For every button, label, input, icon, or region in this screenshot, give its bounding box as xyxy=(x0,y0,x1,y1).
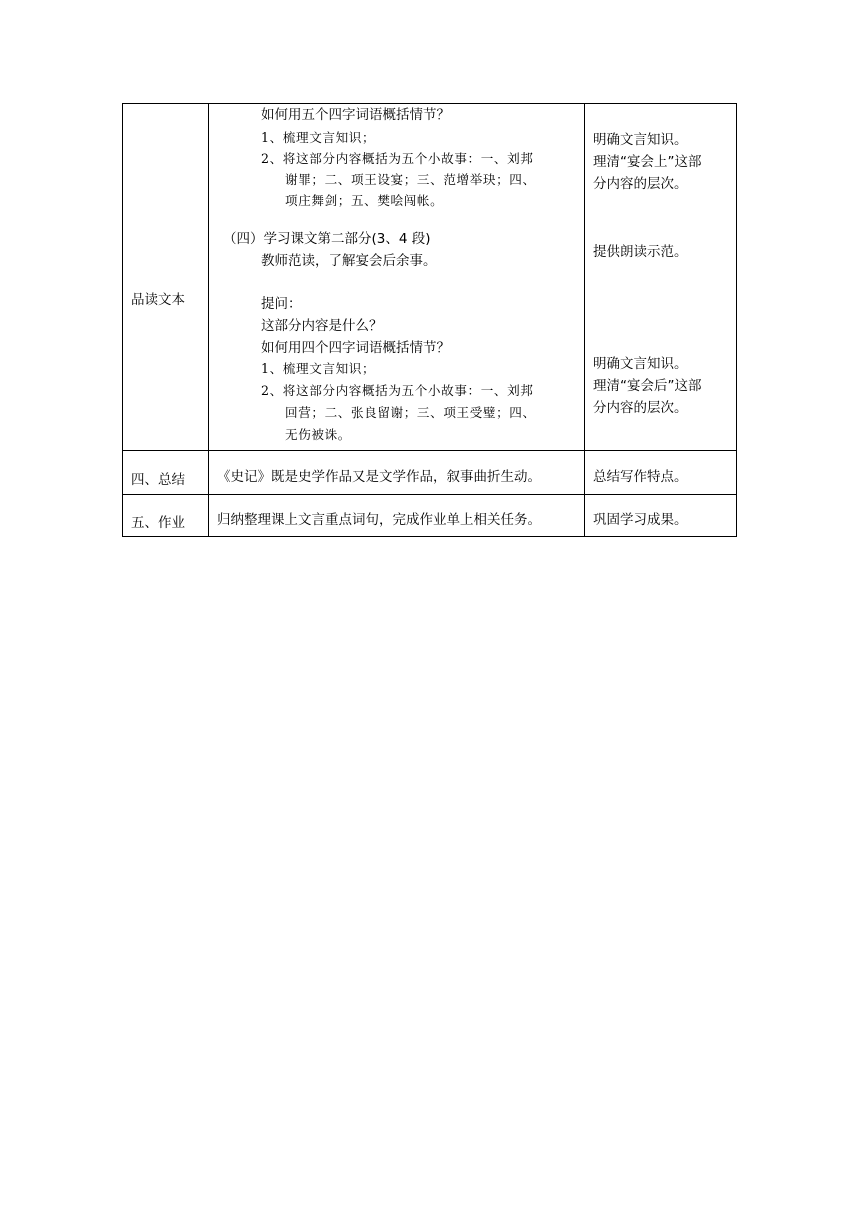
content-cell xyxy=(209,495,585,537)
body-text: 提问： xyxy=(261,296,302,312)
table-row xyxy=(123,451,737,495)
table-row xyxy=(123,104,737,451)
stage-label: 四、总结 xyxy=(131,472,185,488)
intent-text: 理清“宴会上”这部 xyxy=(593,154,702,170)
stage-cell xyxy=(123,495,209,537)
stage-label: 五、作业 xyxy=(131,515,185,531)
step-text: 谢罪；二、项王设宴；三、范增举玦；四、 xyxy=(285,172,536,187)
step-text: 2、将这部分内容概括为五个小故事：一、刘邦 xyxy=(261,383,534,398)
intent-text: 总结写作特点。 xyxy=(593,469,688,485)
step-text: 无伤被诛。 xyxy=(285,427,351,442)
intent-text: 提供朗读示范。 xyxy=(593,244,688,260)
question-text: 如何用四个四字词语概括情节？ xyxy=(261,340,450,356)
intent-text: 分内容的层次。 xyxy=(593,400,688,416)
intent-text: 理清“宴会后”这部 xyxy=(593,378,702,394)
intent-cell xyxy=(585,495,737,537)
step-text: 项庄舞剑；五、樊哙闯帐。 xyxy=(285,193,444,208)
content-cell xyxy=(209,451,585,495)
stage-label: 品读文本 xyxy=(131,292,185,308)
table-row xyxy=(123,495,737,537)
intent-text: 分内容的层次。 xyxy=(593,176,688,192)
intent-text: 明确文言知识。 xyxy=(593,356,688,372)
intent-cell xyxy=(585,104,737,451)
body-text: 归纳整理课上文言重点词句，完成作业单上相关任务。 xyxy=(217,512,541,528)
question-text: 如何用五个四字词语概括情节？ xyxy=(261,107,450,123)
stage-cell xyxy=(123,104,209,451)
lesson-plan-table xyxy=(122,103,737,537)
body-text: 《史记》既是史学作品又是文学作品，叙事曲折生动。 xyxy=(217,469,541,485)
intent-cell xyxy=(585,451,737,495)
intent-text: 明确文言知识。 xyxy=(593,132,688,148)
intent-text: 巩固学习成果。 xyxy=(593,512,688,528)
step-text: 1、梳理文言知识； xyxy=(261,361,376,376)
question-text: 这部分内容是什么？ xyxy=(261,318,383,334)
section-heading: （四）学习课文第二部分(3、4 段) xyxy=(223,231,431,247)
step-text: 回营；二、张良留谢；三、项王受璧；四、 xyxy=(285,405,536,420)
stage-cell xyxy=(123,451,209,495)
body-text: 教师范读，了解宴会后余事。 xyxy=(261,253,437,269)
content-cell xyxy=(209,104,585,451)
step-text: 2、将这部分内容概括为五个小故事：一、刘邦 xyxy=(261,151,534,166)
step-text: 1、梳理文言知识； xyxy=(261,130,376,145)
